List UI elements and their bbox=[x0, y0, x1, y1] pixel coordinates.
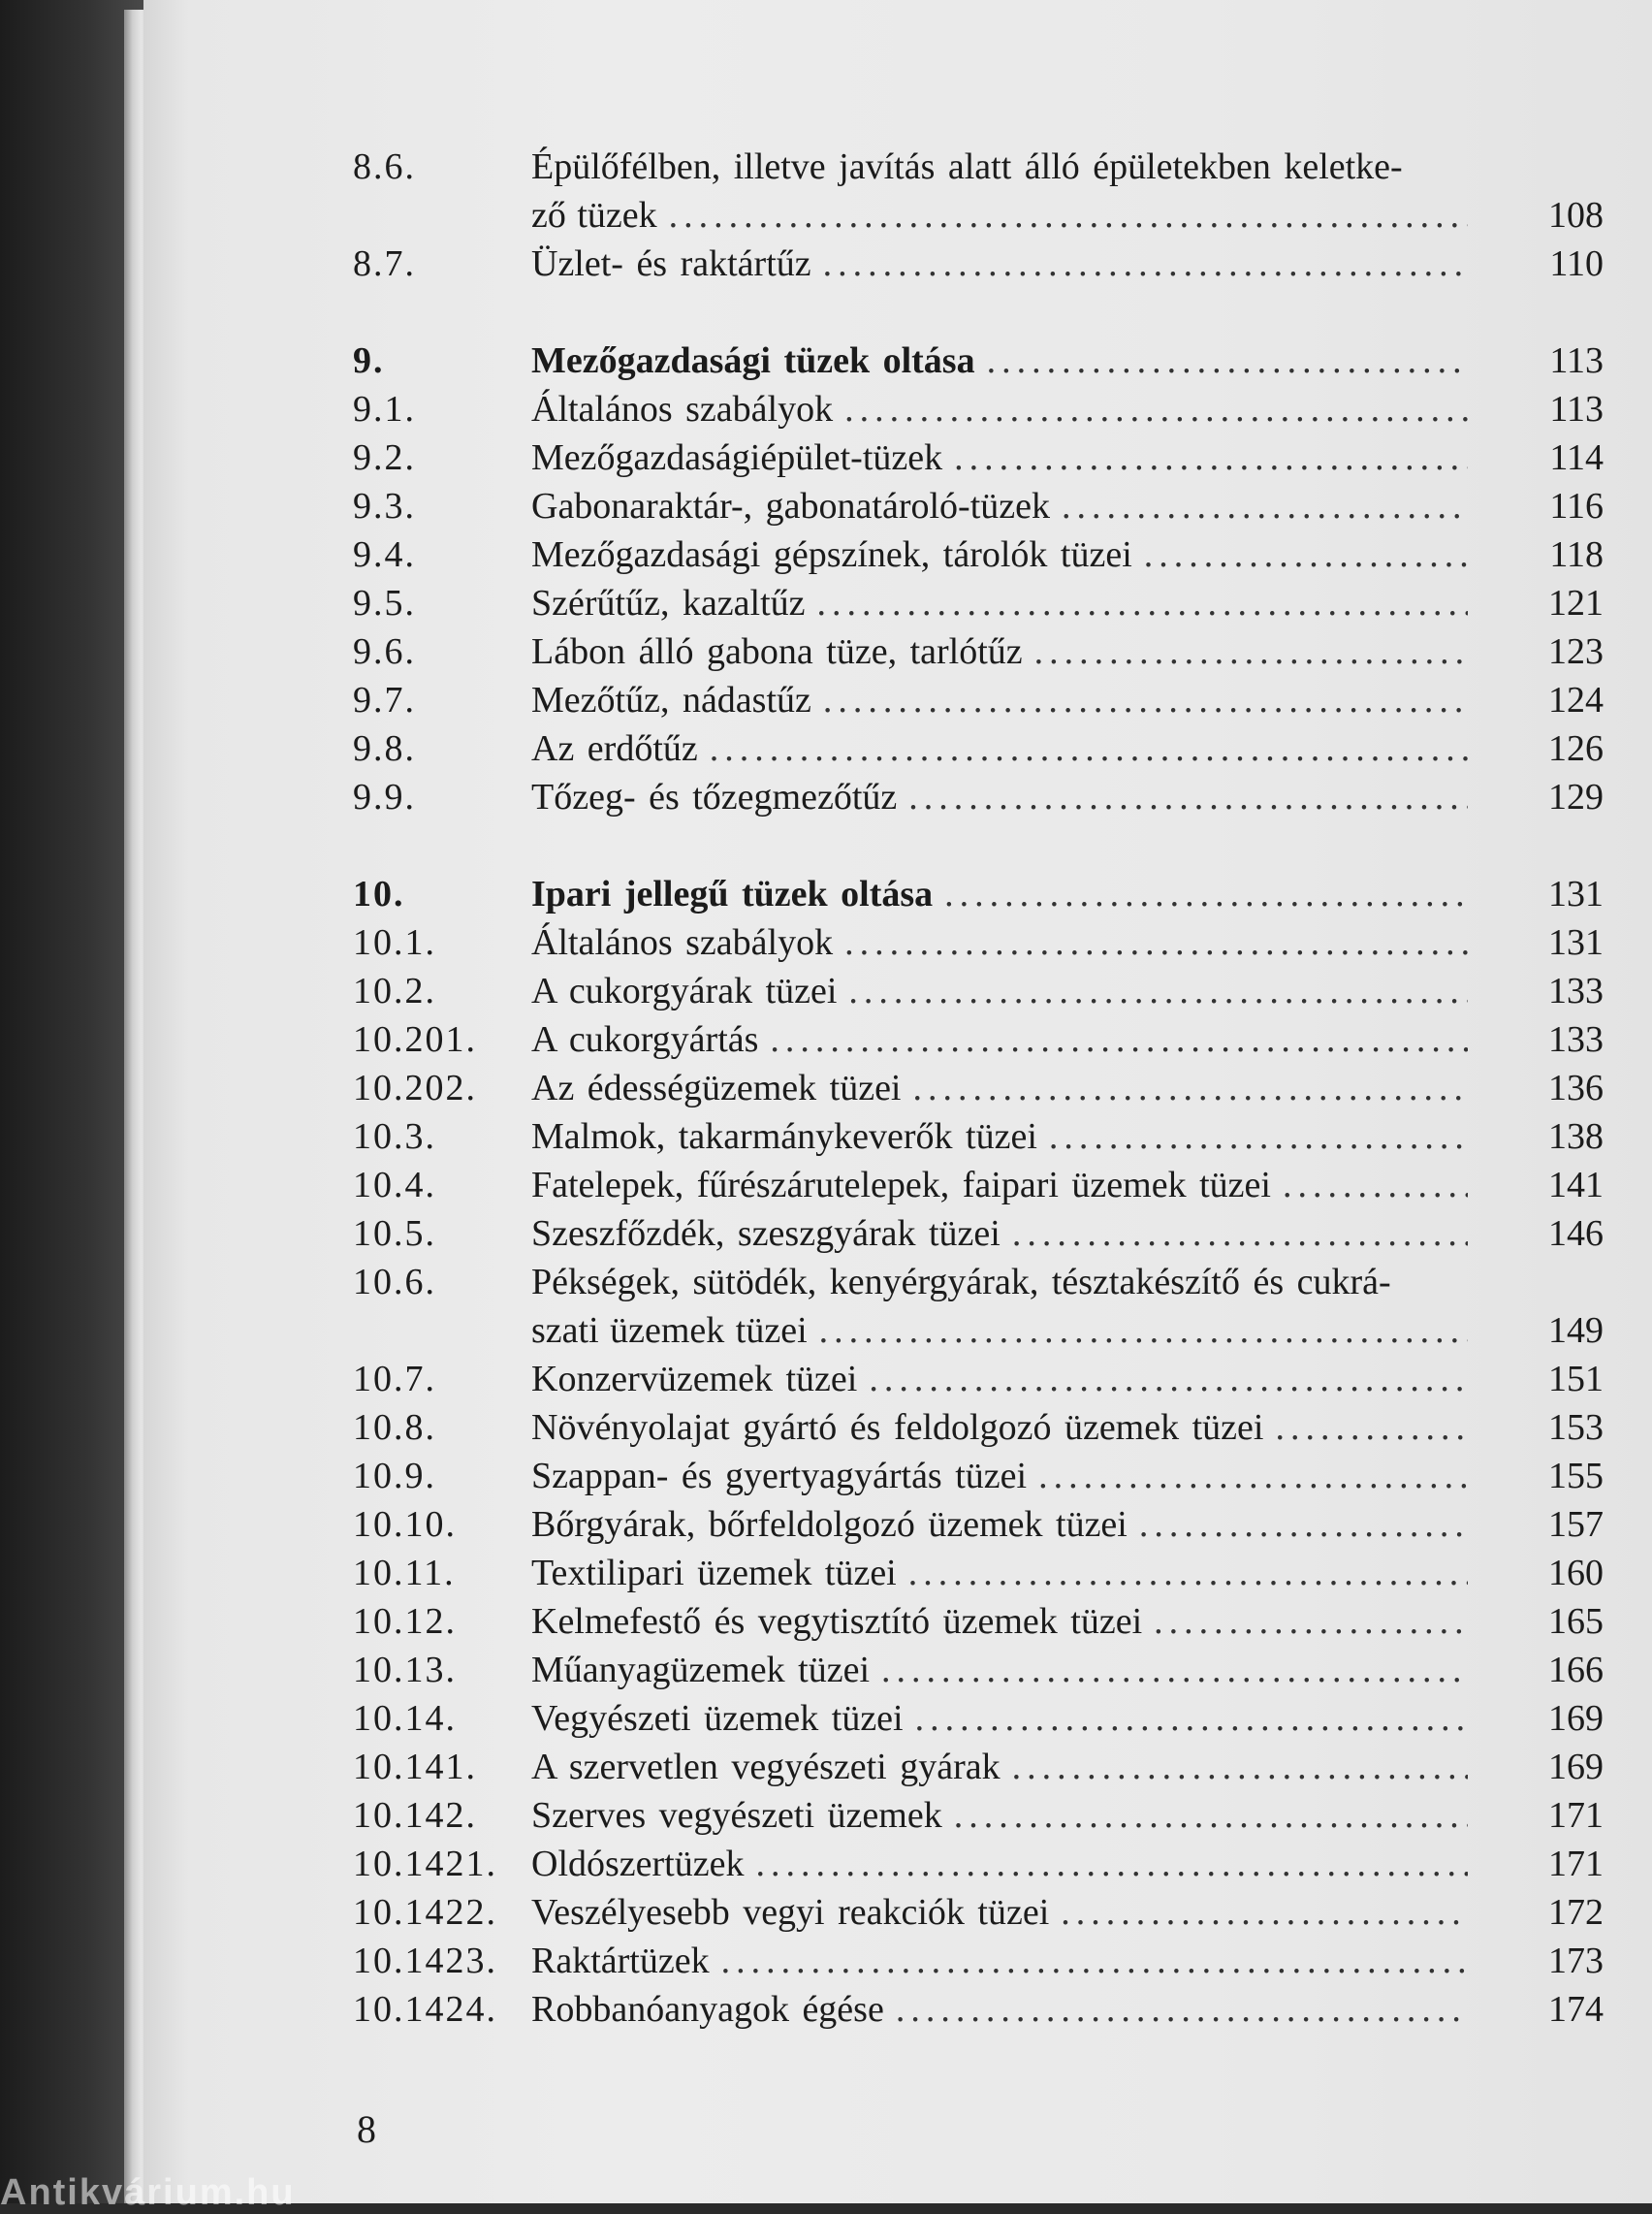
toc-entry bbox=[143, 1790, 1652, 1841]
toc-entry-number: 9.8. bbox=[353, 728, 416, 769]
dot-leader bbox=[987, 336, 1468, 386]
toc-entry-number: 10.8. bbox=[353, 1407, 436, 1448]
toc-entry-page-number: 174 bbox=[1548, 1989, 1604, 2030]
toc-entry-number: 10.12. bbox=[353, 1601, 457, 1642]
toc-entry bbox=[143, 1160, 1652, 1210]
table-of-contents bbox=[143, 0, 1652, 2203]
toc-entry-page-number: 113 bbox=[1549, 389, 1604, 430]
toc-entry-number: 10.5. bbox=[353, 1213, 436, 1254]
dot-leader bbox=[1038, 1451, 1468, 1501]
toc-entry-title: Szerves vegyészeti üzemek bbox=[531, 1795, 942, 1836]
toc-entry-page-number: 118 bbox=[1549, 534, 1604, 575]
toc-entry-title: Az édességüzemek tüzei bbox=[531, 1068, 902, 1108]
toc-entry-number: 9.7. bbox=[353, 680, 416, 721]
toc-entry-page-number: 108 bbox=[1548, 195, 1604, 236]
toc-entry bbox=[143, 1354, 1652, 1404]
toc-entry-page-number: 133 bbox=[1548, 971, 1604, 1011]
toc-entry bbox=[143, 1742, 1652, 1792]
dot-leader bbox=[896, 1984, 1468, 2035]
dot-leader bbox=[770, 1014, 1468, 1065]
toc-entry-title: Üzlet- és raktártűz bbox=[531, 243, 811, 284]
toc-entry bbox=[143, 239, 1652, 289]
dot-leader bbox=[1154, 1596, 1468, 1647]
toc-chapter-entry bbox=[143, 869, 1652, 919]
toc-entry-page-number: 157 bbox=[1548, 1504, 1604, 1545]
dot-leader bbox=[954, 433, 1468, 483]
toc-entry-page-number: 171 bbox=[1548, 1844, 1604, 1884]
toc-entry-number: 10. bbox=[353, 874, 405, 914]
toc-entry-title-line bbox=[531, 1984, 1468, 2035]
dot-leader bbox=[915, 1693, 1468, 1744]
toc-entry bbox=[143, 578, 1652, 628]
toc-entry bbox=[143, 529, 1652, 580]
toc-entry-title-line bbox=[531, 1936, 1468, 1986]
toc-entry-title-line bbox=[531, 675, 1468, 725]
toc-entry-page-number: 133 bbox=[1548, 1019, 1604, 1060]
toc-entry-title-line bbox=[531, 966, 1468, 1016]
toc-entry-title: Ipari jellegű tüzek oltása bbox=[531, 874, 934, 914]
toc-entry-number: 10.13. bbox=[353, 1650, 457, 1690]
toc-entry-number: 9.6. bbox=[353, 631, 416, 672]
toc-entry-page-number: 169 bbox=[1548, 1747, 1604, 1787]
toc-entry-number: 10.141. bbox=[353, 1747, 477, 1787]
toc-entry-title: Szappan- és gyertyagyártás tüzei bbox=[531, 1456, 1028, 1496]
dot-leader bbox=[823, 675, 1468, 725]
dot-leader bbox=[1034, 626, 1468, 677]
toc-entry-title-line bbox=[531, 1887, 1468, 1938]
toc-entry-title: Kelmefestő és vegytisztító üzemek tüzei bbox=[531, 1601, 1143, 1642]
dot-leader bbox=[1144, 529, 1468, 580]
toc-entry-title-line bbox=[531, 1742, 1468, 1792]
toc-entry-number: 9.3. bbox=[353, 486, 416, 527]
toc-entry bbox=[143, 384, 1652, 434]
toc-entry-page-number: 124 bbox=[1548, 680, 1604, 721]
toc-entry-page-number: 160 bbox=[1548, 1553, 1604, 1593]
dot-leader bbox=[944, 869, 1468, 919]
toc-entry-page-number: 141 bbox=[1548, 1165, 1604, 1205]
toc-entry-title-line bbox=[531, 1402, 1468, 1453]
toc-entry-title: A szervetlen vegyészeti gyárak bbox=[531, 1747, 1001, 1787]
toc-entry-page-number: 165 bbox=[1548, 1601, 1604, 1642]
dot-leader bbox=[908, 772, 1468, 822]
dot-leader bbox=[1275, 1402, 1468, 1453]
toc-entry-title-line bbox=[531, 1451, 1468, 1501]
toc-entry-page-number: 153 bbox=[1548, 1407, 1604, 1448]
dot-leader bbox=[1012, 1208, 1468, 1259]
toc-entry-title: Műanyagüzemek tüzei bbox=[531, 1650, 871, 1690]
dot-leader bbox=[1062, 481, 1468, 531]
toc-entry-page-number: 172 bbox=[1548, 1892, 1604, 1933]
page-stack-edge bbox=[124, 10, 145, 2203]
dot-leader bbox=[1139, 1499, 1468, 1550]
toc-entry-title-line bbox=[531, 1499, 1468, 1550]
dot-leader bbox=[819, 1305, 1468, 1356]
toc-entry bbox=[143, 675, 1652, 725]
dot-leader bbox=[817, 578, 1468, 628]
toc-entry-page-number: 129 bbox=[1548, 777, 1604, 818]
toc-entry bbox=[143, 481, 1652, 531]
toc-entry-title-line bbox=[531, 384, 1468, 434]
toc-entry bbox=[143, 142, 1652, 192]
toc-entry-title: A cukorgyártás bbox=[531, 1019, 759, 1060]
book-page bbox=[143, 0, 1652, 2203]
toc-entry-title: Oldószertüzek bbox=[531, 1844, 745, 1884]
toc-entry-page-number: 169 bbox=[1548, 1698, 1604, 1739]
toc-entry-title-line bbox=[531, 481, 1468, 531]
toc-entry-title: Szeszfőzdék, szeszgyárak tüzei bbox=[531, 1213, 1001, 1254]
dot-leader bbox=[844, 384, 1468, 434]
toc-entry bbox=[143, 723, 1652, 774]
toc-entry-title: Raktártüzek bbox=[531, 1941, 710, 1981]
toc-entry-title-line bbox=[531, 190, 1468, 241]
toc-entry bbox=[143, 1063, 1652, 1113]
toc-entry-title: Mezőgazdasági tüzek oltása bbox=[531, 340, 975, 381]
toc-entry-title-line bbox=[531, 1208, 1468, 1259]
toc-entry-title: Mezőgazdasági gépszínek, tárolók tüzei bbox=[531, 534, 1132, 575]
toc-entry-page-number: 149 bbox=[1548, 1310, 1604, 1351]
toc-entry-number: 9. bbox=[353, 340, 385, 381]
toc-entry-page-number: 166 bbox=[1548, 1650, 1604, 1690]
dot-leader bbox=[1012, 1742, 1468, 1792]
toc-entry-title-line bbox=[531, 1839, 1468, 1889]
toc-entry bbox=[143, 1936, 1652, 1986]
toc-entry bbox=[143, 1257, 1652, 1307]
toc-entry-page-number: 173 bbox=[1548, 1941, 1604, 1981]
toc-entry-number: 9.9. bbox=[353, 777, 416, 818]
toc-entry-number: 10.201. bbox=[353, 1019, 477, 1060]
toc-entry-page-number: 151 bbox=[1548, 1359, 1604, 1399]
toc-entry-number: 9.1. bbox=[353, 389, 416, 430]
dot-leader bbox=[710, 723, 1468, 774]
toc-entry-page-number: 131 bbox=[1548, 874, 1604, 914]
toc-entry-number: 10.10. bbox=[353, 1504, 457, 1545]
toc-entry bbox=[143, 1499, 1652, 1550]
toc-entry-title-line bbox=[531, 1160, 1468, 1210]
dot-leader bbox=[1283, 1160, 1468, 1210]
toc-entry-title-line bbox=[531, 917, 1468, 968]
toc-entry-title: Tőzeg- és tőzegmezőtűz bbox=[531, 777, 898, 818]
toc-entry-title-line bbox=[531, 869, 1468, 919]
toc-entry-title: Fatelepek, fűrészárutelepek, faipari üzemek tüzei bbox=[531, 1165, 1271, 1205]
toc-entry-title: Mezőtűz, nádastűz bbox=[531, 680, 811, 721]
toc-entry-title-line bbox=[531, 1645, 1468, 1695]
toc-entry-title-line bbox=[531, 723, 1468, 774]
toc-entry bbox=[143, 1839, 1652, 1889]
watermark: Antikvárium.hu bbox=[0, 2172, 296, 2213]
toc-entry bbox=[143, 917, 1652, 968]
toc-entry bbox=[143, 190, 1652, 241]
toc-entry-title: Épülőfélben, illetve javítás alatt álló épületekben keletke- bbox=[531, 146, 1403, 187]
toc-entry bbox=[143, 1645, 1652, 1695]
toc-entry-page-number: 113 bbox=[1549, 340, 1604, 381]
toc-entry-title-line bbox=[531, 578, 1468, 628]
toc-entry-page-number: 171 bbox=[1548, 1795, 1604, 1836]
toc-entry bbox=[143, 772, 1652, 822]
toc-entry-number: 9.2. bbox=[353, 437, 416, 478]
toc-entry-number: 10.3. bbox=[353, 1116, 436, 1157]
toc-entry-title: Az erdőtűz bbox=[531, 728, 698, 769]
toc-entry-title-line bbox=[531, 1063, 1468, 1113]
toc-entry-title-line bbox=[531, 1596, 1468, 1647]
toc-chapter-entry bbox=[143, 336, 1652, 386]
toc-entry bbox=[143, 433, 1652, 483]
toc-entry-page-number: 155 bbox=[1548, 1456, 1604, 1496]
toc-entry-title-line bbox=[531, 1548, 1468, 1598]
toc-entry bbox=[143, 1451, 1652, 1501]
toc-entry-number: 10.142. bbox=[353, 1795, 477, 1836]
toc-entry-title: ző tüzek bbox=[531, 195, 657, 236]
dot-leader bbox=[881, 1645, 1468, 1695]
dot-leader bbox=[844, 917, 1468, 968]
toc-entry-title-line bbox=[531, 1257, 1468, 1307]
toc-entry-title: Malmok, takarmánykeverők tüzei bbox=[531, 1116, 1037, 1157]
toc-entry-number: 10.2. bbox=[353, 971, 436, 1011]
dot-leader bbox=[1049, 1111, 1468, 1162]
toc-entry-title-line bbox=[531, 433, 1468, 483]
toc-entry-title-line bbox=[531, 239, 1468, 289]
toc-entry-page-number: 131 bbox=[1548, 922, 1604, 963]
toc-entry-title-line bbox=[531, 626, 1468, 677]
toc-entry bbox=[143, 1402, 1652, 1453]
dot-leader bbox=[721, 1936, 1468, 1986]
toc-entry-title-line bbox=[531, 336, 1468, 386]
toc-entry-number: 9.5. bbox=[353, 583, 416, 624]
toc-entry bbox=[143, 1111, 1652, 1162]
toc-entry bbox=[143, 1014, 1652, 1065]
toc-entry-page-number: 123 bbox=[1548, 631, 1604, 672]
toc-entry-title: Általános szabályok bbox=[531, 389, 834, 430]
toc-entry-title-line bbox=[531, 1693, 1468, 1744]
toc-entry-title-line bbox=[531, 1354, 1468, 1404]
toc-entry bbox=[143, 966, 1652, 1016]
toc-entry bbox=[143, 1208, 1652, 1259]
toc-entry-title-line bbox=[531, 1111, 1468, 1162]
toc-entry-number: 10.1423. bbox=[353, 1941, 497, 1981]
toc-entry-title-line bbox=[531, 772, 1468, 822]
toc-entry-title-line bbox=[531, 529, 1468, 580]
toc-entry-page-number: 114 bbox=[1549, 437, 1604, 478]
toc-entry bbox=[143, 1887, 1652, 1938]
toc-entry bbox=[143, 1693, 1652, 1744]
toc-entry-title: Szérűtűz, kazaltűz bbox=[531, 583, 806, 624]
toc-entry-title-line bbox=[531, 1790, 1468, 1841]
toc-entry-number: 10.1. bbox=[353, 922, 436, 963]
dot-leader bbox=[1061, 1887, 1468, 1938]
dot-leader bbox=[908, 1548, 1468, 1598]
toc-entry-title-line bbox=[531, 1014, 1468, 1065]
toc-entry-title: Pékségek, sütödék, kenyérgyárak, tésztakészítő és cukrá- bbox=[531, 1262, 1391, 1302]
toc-entry bbox=[143, 1548, 1652, 1598]
toc-entry-number: 10.6. bbox=[353, 1262, 436, 1302]
toc-entry-title: szati üzemek tüzei bbox=[531, 1310, 808, 1351]
toc-entry-page-number: 136 bbox=[1548, 1068, 1604, 1108]
toc-entry-page-number: 146 bbox=[1548, 1213, 1604, 1254]
toc-entry-title: Robbanóanyagok égése bbox=[531, 1989, 884, 2030]
toc-entry-title-line bbox=[531, 1305, 1468, 1356]
toc-entry-number: 10.1422. bbox=[353, 1892, 497, 1933]
toc-entry-title: Konzervüzemek tüzei bbox=[531, 1359, 858, 1399]
dot-leader bbox=[755, 1839, 1468, 1889]
toc-entry-title: Bőrgyárak, bőrfeldolgozó üzemek tüzei bbox=[531, 1504, 1128, 1545]
toc-entry bbox=[143, 1984, 1652, 2035]
toc-entry-title: Gabonaraktár-, gabonatároló-tüzek bbox=[531, 486, 1050, 527]
toc-entry-title: Általános szabályok bbox=[531, 922, 834, 963]
toc-entry-title: Lábon álló gabona tüze, tarlótűz bbox=[531, 631, 1023, 672]
toc-entry-title: Mezőgazdaságiépület-tüzek bbox=[531, 437, 943, 478]
dot-leader bbox=[669, 190, 1468, 241]
dot-leader bbox=[823, 239, 1468, 289]
dot-leader bbox=[954, 1790, 1468, 1841]
dot-leader bbox=[869, 1354, 1468, 1404]
toc-entry-number: 10.7. bbox=[353, 1359, 436, 1399]
toc-entry-page-number: 116 bbox=[1549, 486, 1604, 527]
toc-entry-title: Veszélyesebb vegyi reakciók tüzei bbox=[531, 1892, 1050, 1933]
toc-entry-title: A cukorgyárak tüzei bbox=[531, 971, 838, 1011]
toc-entry-page-number: 126 bbox=[1548, 728, 1604, 769]
dot-leader bbox=[848, 966, 1468, 1016]
toc-entry-title-line bbox=[531, 142, 1468, 192]
toc-entry-page-number: 121 bbox=[1548, 583, 1604, 624]
toc-entry-number: 10.11. bbox=[353, 1553, 456, 1593]
toc-entry-number: 10.9. bbox=[353, 1456, 436, 1496]
page-number: 8 bbox=[357, 2107, 376, 2151]
toc-entry-number: 9.4. bbox=[353, 534, 416, 575]
toc-entry bbox=[143, 626, 1652, 677]
dot-leader bbox=[913, 1063, 1469, 1113]
toc-entry-page-number: 138 bbox=[1548, 1116, 1604, 1157]
toc-entry-number: 10.14. bbox=[353, 1698, 457, 1739]
toc-entry bbox=[143, 1596, 1652, 1647]
toc-entry-number: 10.1424. bbox=[353, 1989, 497, 2030]
toc-entry-number: 10.202. bbox=[353, 1068, 477, 1108]
toc-entry-page-number: 110 bbox=[1549, 243, 1604, 284]
toc-entry-title: Vegyészeti üzemek tüzei bbox=[531, 1698, 904, 1739]
toc-entry-number: 10.4. bbox=[353, 1165, 436, 1205]
toc-entry-title: Növényolajat gyártó és feldolgozó üzemek tüzei bbox=[531, 1407, 1264, 1448]
toc-entry-number: 10.1421. bbox=[353, 1844, 497, 1884]
toc-entry-title: Textilipari üzemek tüzei bbox=[531, 1553, 897, 1593]
toc-entry bbox=[143, 1305, 1652, 1356]
toc-entry-number: 8.6. bbox=[353, 146, 416, 187]
toc-entry-number: 8.7. bbox=[353, 243, 416, 284]
